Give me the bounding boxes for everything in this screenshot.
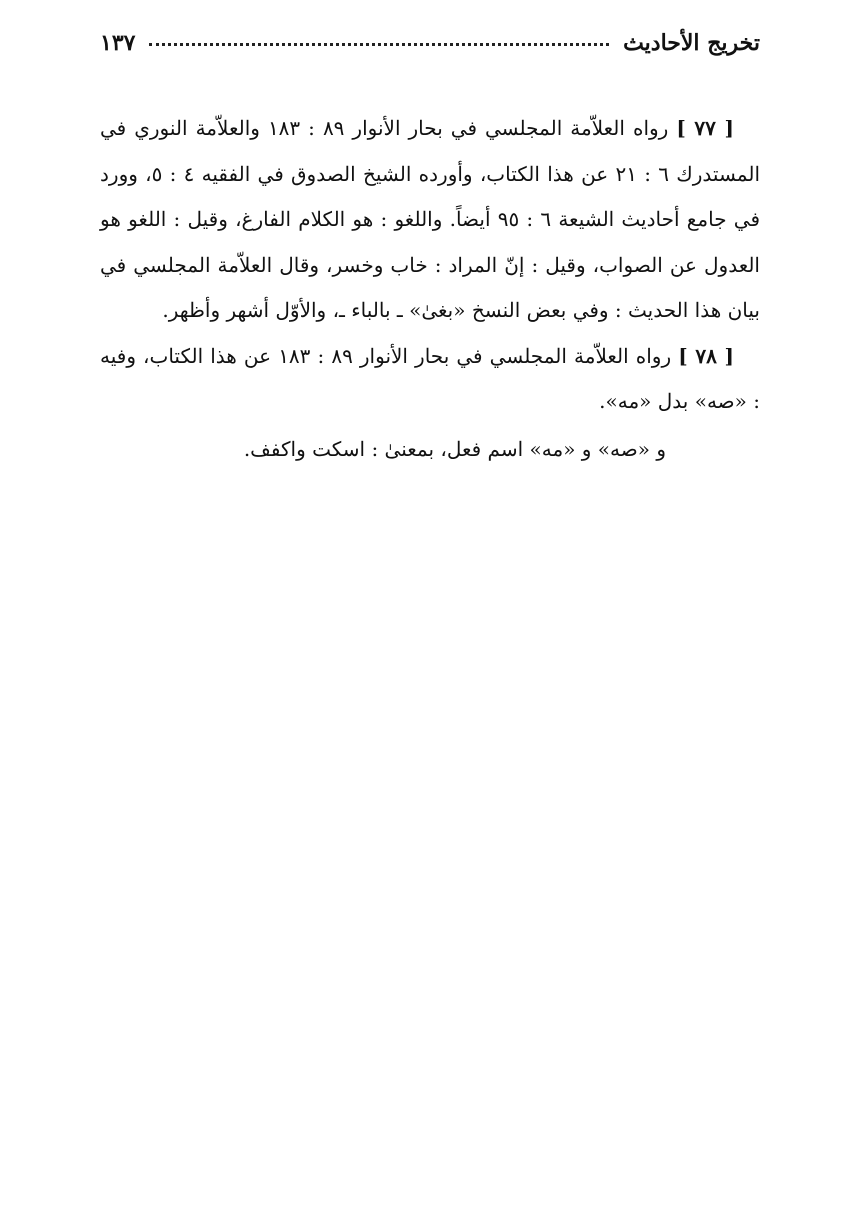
page-number: ١٣٧ — [100, 30, 136, 56]
note-77 — [100, 106, 760, 334]
running-header — [100, 30, 760, 70]
chapter-title: تخريج الأحاديث — [623, 30, 760, 56]
explanation-line: و «صه» و «مه» اسم فعل، بمعنىٰ : اسكت واكفف. — [243, 436, 666, 461]
dot-leader — [149, 29, 609, 46]
note-text: رواه العلاّمة المجلسي في بحار الأنوار ٨٩ : ١٨٣ عن هذا الكتاب، وفيه : «صه» بدل «مه». — [100, 343, 760, 413]
note-text: رواه العلاّمة المجلسي في بحار الأنوار ٨٩ : ١٨٣ والعلاّمة النوري في المستدرك ٦ : ٢١ عن هذا الكتاب، وأورده الشيخ الصدوق في الفقيه ٤ : ٥، وورد في جامع أحاديث الشيعة ٦ : ٩٥ أيضاً. واللغو : هو الكلام الفارغ، وقيل : اللغو هو العدول عن الصواب، وقيل : إنّ المراد : خاب وخسر، وقال العلاّمة المجلسي في بيان هذا الحديث : وفي بعض النسخ «بغىٰ» ـ بالباء ـ، والأوّل أشهر وأظهر. — [100, 116, 761, 322]
note-78 — [100, 334, 760, 425]
book-page — [100, 30, 760, 472]
note-number: [ ٧٧ ] — [676, 116, 734, 140]
page-body — [100, 106, 760, 472]
note-number: [ ٧٨ ] — [678, 343, 734, 368]
